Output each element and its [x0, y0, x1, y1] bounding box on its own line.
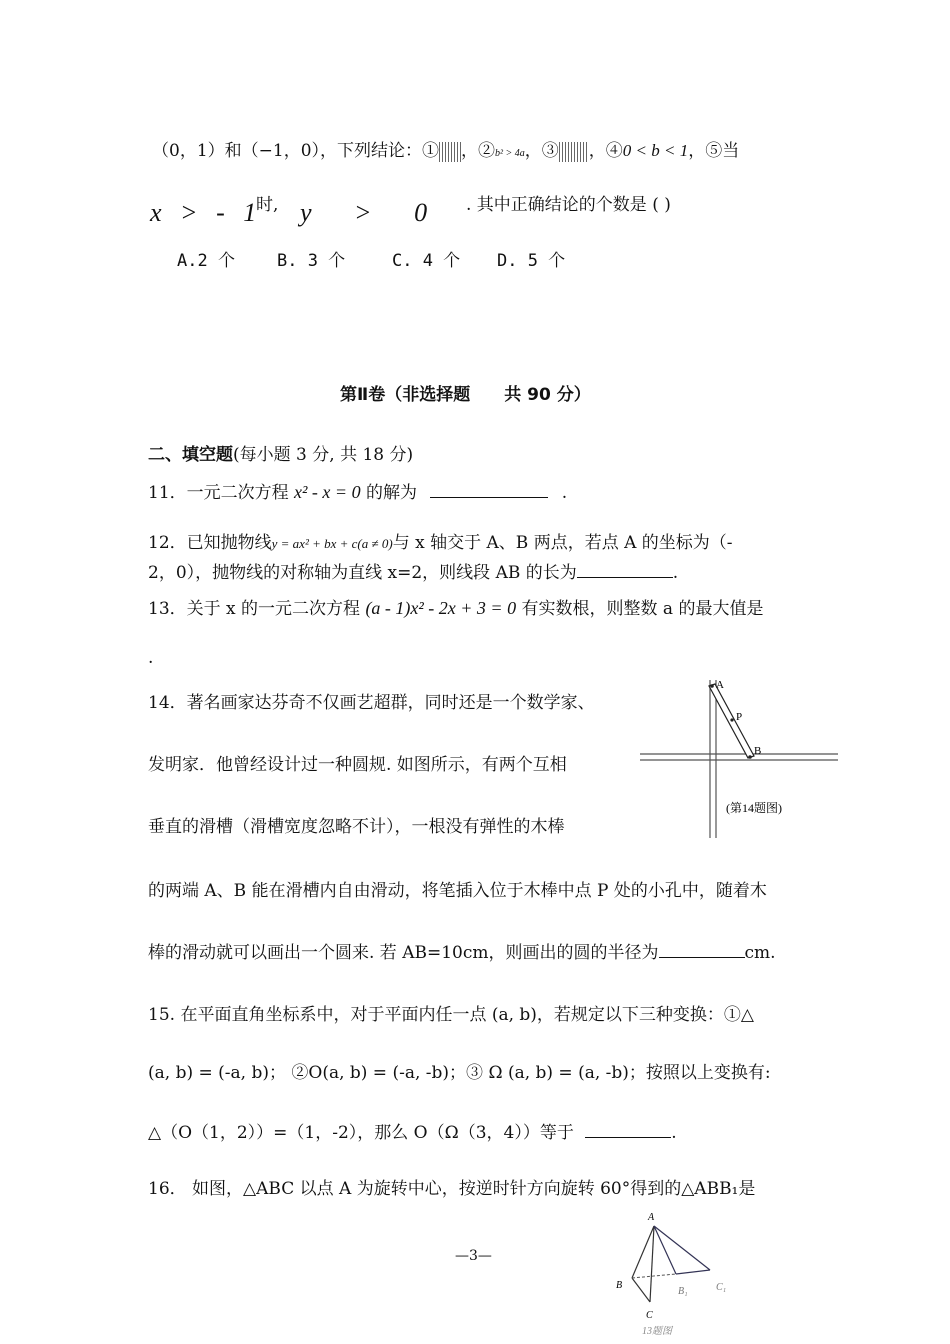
q15-line2: (a, b) = (-a, b)； ②O(a, b) = (-a, -b)；③ Ω (a, b) = (a, -b)；按照以上变换有:: [148, 1063, 771, 1083]
q14-figure: [640, 672, 840, 840]
q15-line3-end: .: [671, 1123, 677, 1143]
q12-equation: y = ax² + bx + c(a ≠ 0): [271, 536, 393, 551]
fig16-label-b1: B₁: [678, 1286, 688, 1297]
section-note: (每小题 3 分, 共 18 分): [233, 445, 414, 465]
fig16-caption: 13题图: [642, 1326, 672, 1337]
q14-line3: 垂直的滑槽（滑槽宽度忽略不计），一根没有弹性的木棒: [148, 817, 565, 837]
fig14-caption: (第14题图): [726, 801, 782, 815]
fig16-label-b: B: [616, 1280, 623, 1291]
q12-line2: [148, 558, 678, 583]
page-number: —3—: [455, 1248, 492, 1264]
q13: [148, 594, 763, 619]
q13-answer-dot: .: [148, 648, 154, 668]
q10-option-b: B. 3 个: [277, 251, 346, 271]
q11-answer-blank[interactable]: [430, 481, 548, 498]
q16-line1: 16． 如图，△ABC 以点 A 为旋转中心，按逆时针方向旋转 60°得到的△ABB₁是: [148, 1179, 756, 1199]
q10-line1-prefix: （0，1）和（−1，0），下列结论：①: [152, 141, 440, 161]
q12-prefix: 12．已知抛物线: [148, 533, 272, 553]
section-title-line: [148, 440, 413, 465]
fig14-label-p: P: [736, 711, 743, 723]
fig16-label-a: A: [648, 1212, 655, 1223]
q10-sep2: ，③: [524, 141, 559, 161]
q10-option-c: C. 4 个: [392, 251, 461, 271]
part2-heading: 第Ⅱ卷（非选择题 共 90 分）: [340, 385, 591, 405]
q10-y-condition: y > 0: [300, 198, 446, 227]
q11-prefix: 11．一元二次方程: [148, 483, 289, 503]
q10-cond4: 0 < b < 1: [622, 141, 689, 160]
q10-option-d: D. 5 个: [497, 251, 566, 271]
q14-line5-prefix: 棒的滑动就可以画出一个圆来. 若 AB=10cm，则画出的圆的半径为: [148, 943, 659, 963]
q10-x-condition: x > - 1: [150, 198, 263, 227]
fig14-label-a: A: [716, 679, 724, 691]
q12-line1: [148, 528, 733, 553]
q15-line3: [148, 1118, 677, 1143]
q10-sep1: ，②: [461, 141, 496, 161]
q11-suffix: 的解为: [365, 483, 417, 503]
q12-end: .: [672, 563, 679, 583]
q10-sep4: ，⑤当: [688, 141, 740, 161]
q15-line1: 15. 在平面直角坐标系中，对于平面内任一点 (a, b)，若规定以下三种变换：①△: [148, 1005, 755, 1025]
formula-3-garbled: [559, 142, 589, 162]
q13-prefix: 13．关于 x 的一元二次方程: [148, 599, 361, 619]
q13-suffix: 有实数根，则整数 a 的最大值是: [521, 599, 764, 619]
q12-suffix: 与 x 轴交于 A、B 两点，若点 A 的坐标为（-: [392, 533, 733, 553]
fig16-label-c1: C₁: [716, 1282, 727, 1293]
fig16-label-c: C: [646, 1310, 653, 1321]
q10-b2-condition: b² > 4a: [495, 148, 525, 159]
q13-equation: (a - 1)x² - 2x + 3 = 0: [365, 598, 517, 618]
q14-line1: 14．著名画家达芬奇不仅画艺超群，同时还是一个数学家、: [148, 693, 595, 713]
section-title: 二、填空题: [148, 445, 233, 465]
q14-line2: 发明家．他曾经设计过一种圆规. 如图所示，有两个互相: [148, 755, 567, 775]
formula-1-garbled: [439, 142, 461, 162]
q11: [148, 478, 567, 503]
q11-equation: x² - x = 0: [294, 482, 361, 502]
q15-answer-blank[interactable]: [585, 1121, 671, 1138]
q14-line4: 的两端 A、B 能在滑槽内自由滑动，将笔插入位于木棒中点 P 处的小孔中，随着木: [148, 881, 767, 901]
q12-answer-blank[interactable]: [577, 561, 673, 578]
fig14-label-b: B: [754, 745, 762, 757]
q16-figure: [606, 1206, 756, 1340]
q14-line5-suffix: cm.: [744, 943, 776, 963]
q15-line3-prefix: △（O（1，2））=（1，-2），那么 O（Ω（3，4））等于: [148, 1123, 574, 1143]
q12-line2-text: 2，0），抛物线的对称轴为直线 x=2，则线段 AB 的长为: [148, 563, 577, 583]
q10-line1: [152, 136, 739, 162]
q14-line5: [148, 938, 776, 963]
q10-question: . 其中正确结论的个数是 ( ): [466, 195, 671, 215]
q10-sep3: ，④: [588, 141, 623, 161]
q11-end: .: [561, 483, 568, 503]
q14-answer-blank[interactable]: [659, 941, 745, 958]
q10-when: 时,: [256, 195, 279, 215]
q10-option-a: A.2 个: [177, 251, 235, 271]
